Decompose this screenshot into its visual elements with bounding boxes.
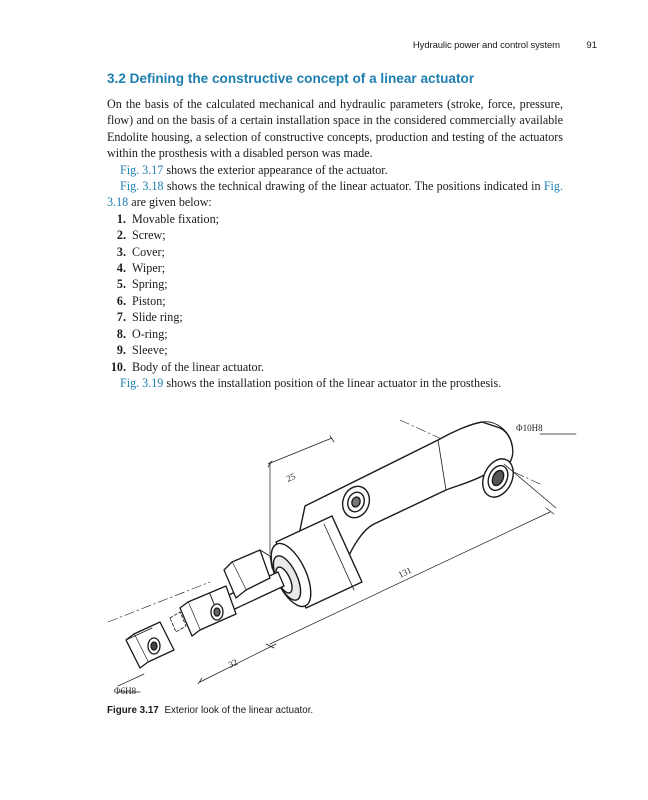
list-item-text: Screw;: [132, 228, 166, 243]
fig-3-18-link[interactable]: Fig. 3.18: [120, 179, 164, 194]
list-item: [107, 342, 563, 358]
list-item-number: 5.: [116, 277, 126, 292]
list-item: [107, 326, 563, 342]
list-item-number: 2.: [116, 228, 126, 243]
list-item-text: Wiper;: [132, 261, 166, 276]
caption-text: Exterior look of the linear actuator.: [164, 705, 314, 716]
actuator-drawing: [100, 412, 580, 702]
fig-3-18-link-2[interactable]: Fig. 3.18: [107, 179, 563, 210]
body-text: [107, 96, 563, 391]
running-header: [0, 40, 648, 54]
actuator-figure: [100, 412, 580, 702]
dim-length: 131: [396, 565, 414, 580]
movable-fixation: [126, 612, 186, 668]
dim-bore-top: Φ10H8: [516, 423, 543, 433]
list-item-text: Movable fixation;: [132, 211, 219, 226]
list-item-number: 6.: [116, 293, 126, 308]
paragraph-drawing: [107, 178, 563, 211]
paragraph-installation-text: shows the installation position of the linear actuator in the prosthesis.: [163, 375, 502, 390]
list-item: [107, 227, 563, 243]
section-title: 3.2 Defining the constructive concept of a linear actuator: [107, 71, 475, 86]
fig-3-17-link[interactable]: Fig. 3.17: [120, 162, 164, 177]
figure-caption: [107, 705, 313, 716]
list-item: [107, 276, 563, 292]
list-item-text: Cover;: [132, 244, 165, 259]
list-item-text: Slide ring;: [132, 310, 183, 325]
list-item-number: 3.: [116, 244, 126, 259]
paragraph-drawing-text: shows the technical drawing of the linear actuator. The positions indicated in: [163, 179, 544, 194]
paragraph-installation: [107, 375, 563, 391]
page-number: 91: [586, 40, 597, 51]
list-item-number: 9.: [116, 343, 126, 358]
list-item: [107, 293, 563, 309]
list-item: [107, 309, 563, 325]
list-item-text: Body of the linear actuator.: [132, 359, 264, 374]
dim-bore-bottom: Φ6H8: [114, 686, 137, 696]
list-item-text: Spring;: [132, 277, 168, 292]
dim-offset: 25: [284, 470, 298, 484]
list-item-text: Piston;: [132, 293, 166, 308]
paragraph-drawing-text-end: are given below:: [128, 195, 212, 210]
list-item-text: O-ring;: [132, 326, 168, 341]
list-item-number: 7.: [116, 310, 126, 325]
paragraph-intro: On the basis of the calculated mechanical and hydraulic parameters (stroke, force, pressure, flow) and on the basis of a certain installation space in the considered commercially available Endolite housing, a selection of constructive concepts, production and testing of the actuators within the prosthesis with a disabled person was made.: [107, 97, 563, 161]
position-list: [107, 211, 563, 375]
list-item: [107, 359, 563, 375]
paragraph-exterior: [107, 162, 563, 178]
list-item-number: 1.: [116, 211, 126, 226]
list-item: [107, 211, 563, 227]
dim-fixation: 32: [226, 656, 240, 670]
paragraph-exterior-text: shows the exterior appearance of the actuator.: [163, 162, 388, 177]
list-item: [107, 260, 563, 276]
piston-fixation: [180, 550, 284, 636]
caption-label: Figure 3.17: [107, 705, 159, 716]
running-title: Hydraulic power and control system: [412, 40, 560, 51]
list-item-number: 10.: [110, 359, 126, 374]
list-item-text: Sleeve;: [132, 343, 168, 358]
list-item-number: 4.: [116, 261, 126, 276]
fig-3-19-link[interactable]: Fig. 3.19: [120, 375, 164, 390]
list-item-number: 8.: [116, 326, 126, 341]
list-item: [107, 244, 563, 260]
